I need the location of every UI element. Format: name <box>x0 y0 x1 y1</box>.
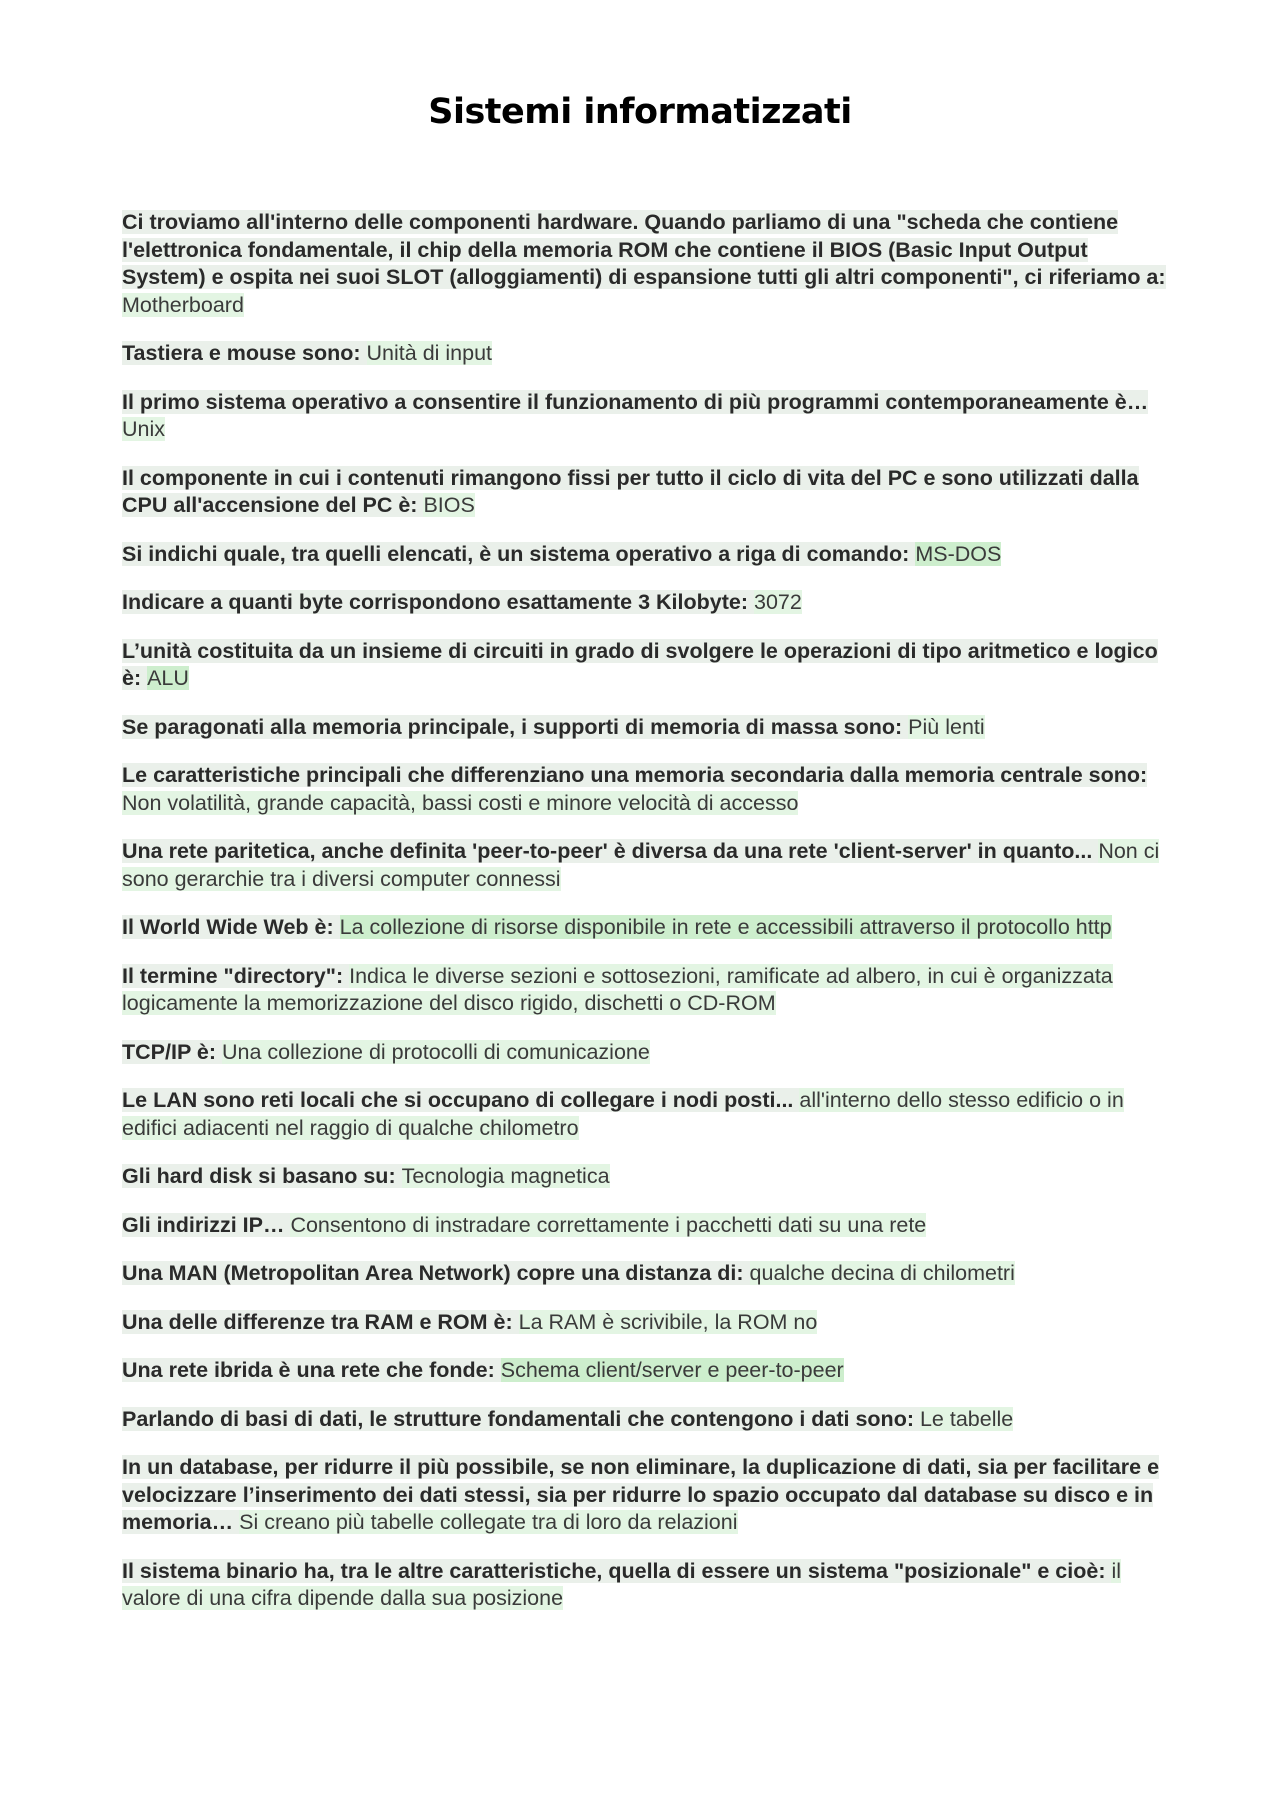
qa-item <box>122 914 1172 942</box>
question-text: Il sistema binario ha, tra le altre caratteristiche, quella di essere un sistema "posizionale" e cioè: <box>122 1558 1112 1583</box>
answer-text: Le tabelle <box>919 1406 1014 1431</box>
qa-item <box>122 1454 1172 1537</box>
question-text: TCP/IP è: <box>122 1039 222 1064</box>
answer-text: all'interno dello stesso edificio o in edifici adiacenti nel raggio di qualche chilometro <box>122 1088 1124 1140</box>
document-title: Sistemi informatizzati <box>428 92 852 132</box>
answer-text: Tecnologia magnetica <box>401 1164 610 1188</box>
question-text: Il termine "directory": <box>122 963 350 988</box>
answer-text: BIOS <box>423 493 475 517</box>
question-text: Le LAN sono reti locali che si occupano di collegare i nodi posti... <box>122 1088 800 1112</box>
qa-item <box>122 465 1172 520</box>
qa-item <box>122 762 1172 817</box>
answer-text: Non volatilità, grande capacità, bassi costi e minore velocità di accesso <box>122 790 799 815</box>
answer-text: qualche decina di chilometri <box>749 1261 1015 1285</box>
question-text: Indicare a quanti byte corrispondono esattamente 3 Kilobyte: <box>122 590 754 614</box>
answer-text: Più lenti <box>908 714 985 739</box>
answer-text: Schema client/server e peer-to-peer <box>500 1358 844 1382</box>
answer-text: La RAM è scrivibile, la ROM no <box>518 1309 818 1334</box>
question-text: Il primo sistema operativo a consentire il funzionamento di più programmi contemporaneamente è… <box>122 389 1149 414</box>
answer-text: 3072 <box>753 590 802 614</box>
qa-item <box>122 389 1172 444</box>
question-text: Una rete ibrida è una rete che fonde: <box>122 1358 501 1382</box>
answer-text: il valore di una cifra dipende dalla sua posizione <box>122 1558 1122 1610</box>
question-text: Gli indirizzi IP… <box>122 1212 291 1237</box>
answer-text: Consentono di instradare correttamente i pacchetti dati su una rete <box>290 1212 927 1237</box>
answer-text: Motherboard <box>122 292 244 317</box>
qa-item <box>122 963 1172 1018</box>
answer-text: Non ci sono gerarchie tra i diversi computer connessi <box>122 839 1160 891</box>
qa-item <box>122 1406 1172 1434</box>
question-text: Una MAN (Metropolitan Area Network) copre una distanza di: <box>122 1261 750 1285</box>
answer-text: Unità di input <box>366 341 493 365</box>
question-text: Se paragonati alla memoria principale, i supporti di memoria di massa sono: <box>122 714 909 739</box>
question-text: Una rete paritetica, anche definita 'peer-to-peer' è diversa da una rete 'client-server' in quanto... <box>122 839 1099 863</box>
question-text: Il componente in cui i contenuti rimangono fissi per tutto il ciclo di vita del PC e sono utilizzati dalla CPU all'accensione del PC è: <box>122 465 1139 517</box>
question-text: Tastiera e mouse sono: <box>122 341 367 365</box>
answer-text: Unix <box>122 417 166 441</box>
qa-item <box>122 1212 1172 1240</box>
question-text: In un database, per ridurre il più possibile, se non eliminare, la duplicazione di dati, sia per facilitare e velocizzare l’inserimento dei dati stessi, sia per ridurre lo spazio occupato dal database su disco e in memoria… <box>122 1455 1160 1534</box>
question-text: Le caratteristiche principali che differenziano una memoria secondaria dalla memoria centrale sono: <box>122 763 1148 787</box>
question-text: Il World Wide Web è: <box>122 915 340 939</box>
qa-item <box>122 838 1172 893</box>
question-text: Ci troviamo all'interno delle componenti hardware. Quando parliamo di una "scheda che contiene l'elettronica fondamentale, il chip della memoria ROM che contiene il BIOS (Basic Input Output System) e ospita nei suoi SLOT (alloggiamenti) di espansione tutti gli altri componenti", ci riferiamo a: <box>122 210 1166 289</box>
answer-text: Indica le diverse sezioni e sottosezioni, ramificate ad albero, in cui è organizzata logicamente la memorizzazione del disco rigido, dischetti o CD-ROM <box>122 963 1113 1015</box>
answer-text: Una collezione di protocolli di comunicazione <box>221 1039 650 1064</box>
qa-item <box>122 714 1172 742</box>
qa-item <box>122 340 1172 368</box>
question-text: Parlando di basi di dati, le strutture fondamentali che contengono i dati sono: <box>122 1406 920 1431</box>
qa-item <box>122 1357 1172 1385</box>
answer-text: La collezione di risorse disponibile in rete e accessibili attraverso il protocollo http <box>339 915 1112 939</box>
answer-text: ALU <box>147 666 189 690</box>
answer-text: MS-DOS <box>915 541 1002 566</box>
answer-text: Si creano più tabelle collegate tra di loro da relazioni <box>239 1510 738 1534</box>
qa-item <box>122 541 1172 569</box>
question-text: Gli hard disk si basano su: <box>122 1164 402 1188</box>
question-text: Si indichi quale, tra quelli elencati, è un sistema operativo a riga di comando: <box>122 541 916 566</box>
qa-item <box>122 638 1172 693</box>
qa-item <box>122 1309 1172 1337</box>
qa-item <box>122 1039 1172 1067</box>
question-text: Una delle differenze tra RAM e ROM è: <box>122 1309 519 1334</box>
qa-item <box>122 1087 1172 1142</box>
qa-item <box>122 589 1172 617</box>
qa-list <box>122 209 1172 1634</box>
qa-item <box>122 1558 1172 1613</box>
qa-item <box>122 1163 1172 1191</box>
qa-item <box>122 1260 1172 1288</box>
qa-item <box>122 209 1172 319</box>
question-text: L’unità costituita da un insieme di circuiti in grado di svolgere le operazioni di tipo aritmetico e logico è: <box>122 638 1158 690</box>
